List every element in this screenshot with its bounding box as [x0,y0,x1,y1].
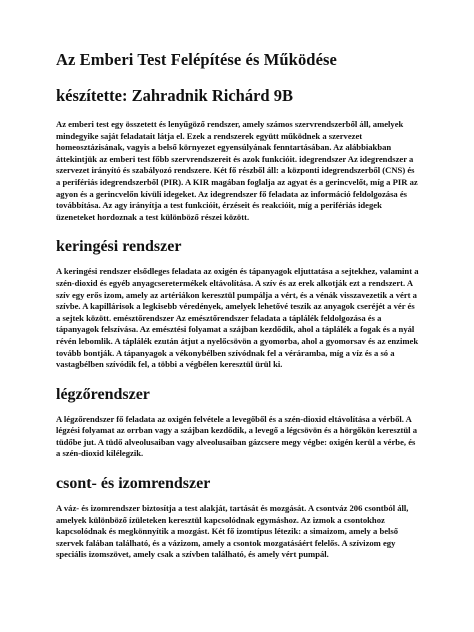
section-circulatory [56,237,420,370]
author-line: készítette: Zahradnik Richárd 9B [56,86,293,105]
section-heading: keringési rendszer [56,238,182,256]
section-paragraph: A keringési rendszer elsődleges feladata az oxigén és tápanyagok eljuttatása a sejtekhez, valamint a szén-dioxid és egyéb anyagcseretermékek eltávolítása. A szív és az erek alkotják ezt a rendszert. A szív egy erős izom, amely az artériákon keresztül pumpálja a vért, és a vénák visszavezetik a vért a szívbe. A kapillárisok a legkisebb véredények, amelyek lehetővé teszik az anyagok cseréjét a vér és a sejtek között. emésztőrendszer Az emésztőrendszer feladata a táplálék feldolgozása és a tápanyagok felszívása. Az emésztési folyamat a szájban kezdődik, ahol a táplálék a fogak és a nyál révén lebomlik. A táplálék ezután átjut a nyelőcsövön a gyomorba, ahol a gyomorsav és az enzimek tovább bontják. A tápanyagok a vékonybélben szívódnak fel a véráramba, míg a víz és a só a vastagbélben szívódik fel, a többi a végbélen keresztül ürül ki. [56,266,419,370]
section-musculoskeletal [56,474,420,561]
section-respiratory [56,385,420,460]
section-paragraph: A váz- és izomrendszer biztosítja a test alakját, tartását és mozgását. A csontváz 206 csontból áll, amelyek különböző ízületeken keresztül kapcsolódnak egymáshoz. Az izmok a csontokhoz kapcsolódnak és megkönnyítik a mozgást. Két fő izomtípus létezik: a simaizom, amely a belső szervek falában található, és a vázizom, amely a csontok mozgatásáért felelős. A szívizom egy speciális izomszövet, amely csak a szívben található, és amely vért pumpál. [56,503,409,560]
document-title: Az Emberi Test Felépítése és Működése [56,50,337,69]
section-heading: csont- és izomrendszer [56,475,211,493]
section-heading: légzőrendszer [56,385,150,403]
intro-paragraph: Az emberi test egy összetett és lenyűgöző rendszer, amely számos szervrendszerből áll, amelyek mindegyike saját feladatait látja el. Ezek a rendszerek együtt működnek a szervezet homeosztázisának, vagyis a belső környezet egyensúlyának fenntartásában. Az alábbiakban áttekintjük az emberi test főbb szervrendszereit és azok funkcióit. idegrendszer Az idegrendszer a szervezet irányító és szabályozó rendszere. Két fő részből áll: a központi idegrendszerből (CNS) és a perifériás idegrendszerből (PIR). A KIR magában foglalja az agyat és a gerincvelőt, míg a PIR az agyon és a gerincvelőn kívüli idegeket. Az idegrendszer fő feladata az információ feldolgozása és továbbítása. Az agy irányítja a test funkcióit, érzéseit és reakcióit, míg a perifériás idegek üzeneteket hordoznak a test különböző részei között. [56,119,418,222]
section-paragraph: A légzőrendszer fő feladata az oxigén felvétele a levegőből és a szén-dioxid eltávolítása a vérből. A légzési folyamat az orrban vagy a szájban kezdődik, a levegő a légcsövön és a hörgőkön keresztül a tüdőbe jut. A tüdő alveolusaiban vagy alveolusaiban gázcsere megy végbe: oxigén kerül a vérbe, és a szén-dioxid kilélegzik. [56,413,417,459]
